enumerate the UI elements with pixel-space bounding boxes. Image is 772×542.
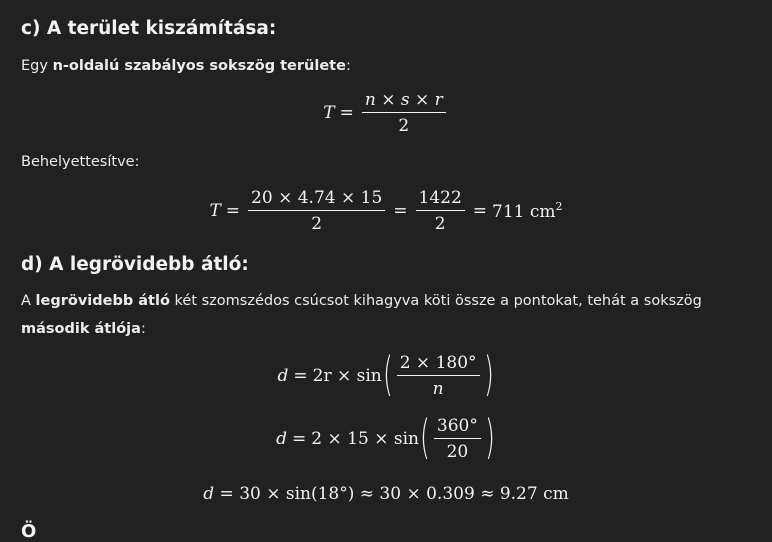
- section-c-heading: c) A terület kiszámítása:: [21, 18, 277, 39]
- area-formula: [21, 90, 751, 136]
- substituted-formula: [21, 188, 751, 234]
- equals-sign: =: [339, 103, 354, 123]
- section-c-intro: [21, 52, 751, 80]
- right-paren: ): [483, 347, 494, 401]
- substitution-label: Behelyettesítve:: [21, 154, 140, 170]
- area-denominator: 2: [398, 116, 410, 136]
- equals-sign: =: [225, 201, 241, 221]
- diagonal-coefficient: 2 × 15 × sin: [311, 429, 419, 449]
- equals-sign: =: [472, 201, 488, 221]
- equals-sign: =: [293, 366, 308, 386]
- diagonal-formula-substituted: [21, 410, 751, 464]
- intro-suffix: :: [345, 58, 351, 74]
- equals-sign: =: [393, 201, 408, 221]
- product-numerator: 1422: [416, 188, 465, 211]
- area-unit-exponent: 2: [555, 200, 563, 213]
- diagonal-symbol: d: [277, 366, 289, 386]
- product-denominator: 2: [434, 214, 446, 234]
- intro-bold: n-oldalú szabályos sokszög területe: [52, 58, 346, 74]
- angle-fraction: [397, 353, 480, 399]
- angle-numerator: 2 × 180°: [397, 353, 480, 376]
- cutoff-heading-glyph: Ö: [21, 521, 37, 542]
- area-symbol: T: [323, 103, 335, 123]
- equals-sign: =: [292, 429, 307, 449]
- diagonal-symbol: d: [203, 484, 215, 504]
- area-symbol: T: [209, 201, 221, 221]
- diagonal-result-formula: [21, 484, 751, 504]
- angle-numerator: 360°: [434, 416, 481, 439]
- angle-denominator: 20: [446, 442, 469, 462]
- intro-prefix: Egy: [21, 58, 53, 74]
- section-d-heading: d) A legrövidebb átló:: [21, 254, 249, 275]
- angle-denominator: n: [432, 379, 444, 399]
- substitution-denominator: 2: [311, 214, 323, 234]
- diagonal-result: = 30 × sin(18°) ≈ 30 × 0.309 ≈ 9.27 cm: [219, 484, 569, 504]
- substitution-numerator: 20 × 4.74 × 15: [248, 188, 385, 211]
- product-fraction: [416, 188, 465, 234]
- diagonal-symbol: d: [276, 429, 288, 449]
- bold-second-diagonal: második átlója: [21, 321, 141, 337]
- area-fraction: [362, 90, 446, 136]
- substitution-fraction: [248, 188, 385, 234]
- section-d-paragraph: A legrövidebb átló két szomszédos csúcsot kihagyva köti össze a pontokat, tehát a sokszög második átlója:: [21, 293, 702, 337]
- diagonal-formula-general: [21, 347, 751, 401]
- angle-fraction: [434, 416, 481, 462]
- left-paren: (: [420, 410, 430, 464]
- right-paren: ): [484, 410, 495, 464]
- left-paren: (: [382, 347, 393, 401]
- area-numerator: n × s × r: [362, 90, 446, 113]
- bold-shortest-diagonal: legrövidebb átló: [35, 293, 170, 309]
- diagonal-coefficient: 2r × sin: [312, 366, 382, 386]
- area-result: 711 $cm^2$: [492, 200, 563, 222]
